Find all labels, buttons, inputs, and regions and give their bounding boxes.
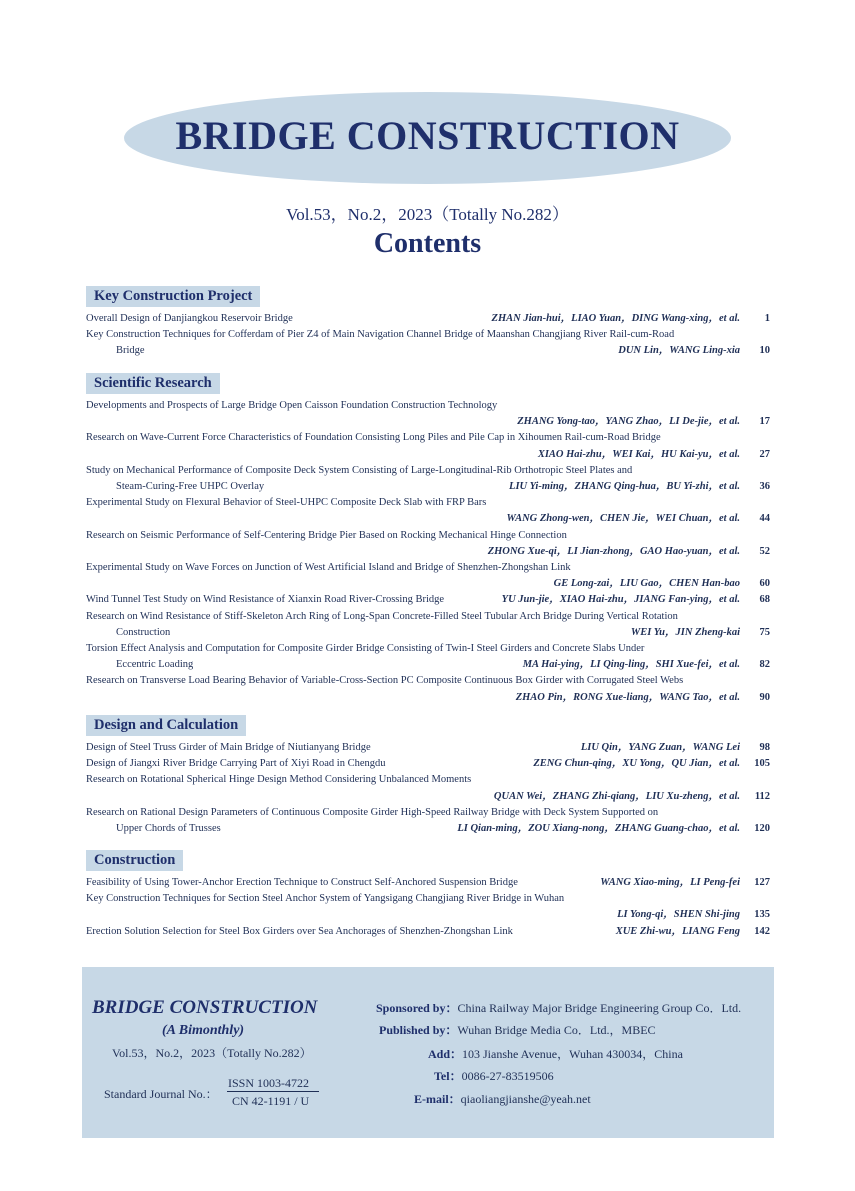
article-title: Research on Wind Resistance of Stiff-Skeleton Arch Ring of Long-Span Concrete-Filled Steel Tubular Arch Bridge During Vertical Rotation bbox=[86, 610, 678, 622]
section-heading: Design and Calculation bbox=[86, 715, 246, 736]
section-heading: Construction bbox=[86, 850, 183, 871]
article-authors: XUE Zhi-wu，LIANG Feng bbox=[615, 925, 740, 937]
article-title: Overall Design of Danjiangkou Reservoir Bridge bbox=[86, 313, 293, 324]
page-number: 27 bbox=[759, 448, 770, 460]
page-number: 1 bbox=[764, 313, 770, 324]
article-authors: MA Hai-ying，LI Qing-ling，SHI Xue-fei，et al. bbox=[522, 659, 740, 671]
journal-info-footer bbox=[82, 967, 774, 1138]
article-authors: ZHAO Pin，RONG Xue-liang，WANG Tao，et al. bbox=[515, 691, 740, 703]
toc-entry[interactable] bbox=[86, 740, 770, 756]
telephone-label: Tel： bbox=[434, 1069, 462, 1083]
article-authors: LIU Qin，YANG Zuan，WANG Lei bbox=[580, 742, 740, 753]
article-authors: LI Yong-qi，SHEN Shi-jing bbox=[617, 909, 740, 921]
article-title: Erection Solution Selection for Steel Box Girders over Sea Anchorages of Shenzhen-Zhongshan Link bbox=[86, 925, 513, 937]
article-title: Torsion Effect Analysis and Computation for Composite Girder Bridge Consisting of Twin-I Steel Girders and Concrete Slabs Under bbox=[86, 643, 645, 655]
page-number: 127 bbox=[754, 877, 770, 888]
section-heading: Key Construction Project bbox=[86, 286, 260, 307]
issn-number: ISSN 1003-4722 bbox=[228, 1076, 310, 1090]
toc-entry[interactable] bbox=[86, 528, 770, 560]
article-authors: YU Jun-jie，XIAO Hai-zhu，JIANG Fan-ying，et al. bbox=[501, 594, 740, 606]
toc-entry[interactable] bbox=[86, 609, 770, 641]
article-title-continued: Bridge bbox=[116, 345, 145, 357]
sponsored-label: Sponsored by： bbox=[376, 1001, 458, 1015]
toc-entry[interactable] bbox=[86, 924, 770, 940]
article-title-continued: Eccentric Loading bbox=[116, 659, 194, 671]
article-title: Design of Jiangxi River Bridge Carrying Part of Xiyi Road in Chengdu bbox=[86, 758, 386, 770]
article-authors: ZHANG Yong-tao，YANG Zhao，LI De-jie，et al. bbox=[517, 416, 740, 428]
article-authors: WANG Xiao-ming，LI Peng-fei bbox=[600, 877, 740, 888]
issue-info: Vol.53，No.2，2023（Totally No.282） bbox=[286, 205, 569, 224]
address bbox=[428, 1045, 683, 1062]
page-number: 36 bbox=[759, 481, 770, 493]
article-title-continued: Upper Chords of Trusses bbox=[116, 823, 221, 835]
toc-entry[interactable] bbox=[86, 463, 770, 495]
contents-heading: Contents bbox=[373, 228, 482, 259]
article-title: Key Construction Techniques for Section Steel Anchor System of Yangsigang Changjiang River Bridge in Wuhan bbox=[86, 893, 565, 905]
article-authors: LIU Yi-ming，ZHANG Qing-hua，BU Yi-zhi，et al. bbox=[509, 481, 740, 493]
footer-frequency: (A Bimonthly) bbox=[162, 1023, 245, 1038]
article-authors: WEI Yu，JIN Zheng-kai bbox=[630, 626, 740, 638]
article-title: Research on Wave-Current Force Characteristics of Foundation Consisting Long Piles and Pile Cap in Xihoumen Rail-cum-Road Bridge bbox=[86, 432, 661, 444]
section-key-construction-project bbox=[86, 286, 770, 360]
sponsored-by bbox=[376, 999, 741, 1016]
email-value[interactable]: qiaoliangjianshe@yeah.net bbox=[460, 1092, 591, 1106]
page-number: 120 bbox=[754, 823, 770, 835]
telephone bbox=[434, 1067, 554, 1084]
toc-entry[interactable] bbox=[86, 560, 770, 592]
article-title: Study on Mechanical Performance of Composite Deck System Consisting of Large-Longitudinal-Rib Orthotropic Steel Plates and bbox=[86, 464, 633, 476]
page-number: 112 bbox=[754, 790, 770, 802]
article-title-continued: Construction bbox=[116, 626, 171, 638]
page-number: 44 bbox=[759, 513, 770, 525]
toc-entry[interactable] bbox=[86, 673, 770, 705]
toc-entry[interactable] bbox=[86, 891, 770, 923]
article-authors: ZENG Chun-qing，XU Yong，QU Jian，et al. bbox=[533, 758, 740, 770]
section-design-and-calculation bbox=[86, 715, 770, 837]
page-number: 82 bbox=[759, 659, 770, 671]
footer-journal-title: BRIDGE CONSTRUCTION bbox=[92, 997, 318, 1018]
address-value: 103 Jianshe Avenue，Wuhan 430034，China bbox=[462, 1047, 683, 1061]
article-title: Research on Rational Design Parameters of Continuous Composite Girder High-Speed Railway Bridge with Deck System Supported on bbox=[86, 806, 659, 818]
toc-entry[interactable] bbox=[86, 805, 770, 837]
article-authors: ZHAN Jian-hui，LIAO Yuan，DING Wang-xing，et al. bbox=[491, 313, 740, 324]
email[interactable] bbox=[414, 1090, 591, 1107]
toc-entry[interactable] bbox=[86, 495, 770, 527]
page-number: 17 bbox=[759, 416, 770, 428]
article-title: Wind Tunnel Test Study on Wind Resistance of Xianxin Road River-Crossing Bridge bbox=[86, 594, 445, 606]
page-number: 75 bbox=[759, 626, 770, 638]
page-number: 90 bbox=[759, 691, 770, 703]
article-authors: XIAO Hai-zhu，WEI Kai，HU Kai-yu，et al. bbox=[537, 448, 740, 460]
toc-entry[interactable] bbox=[86, 398, 770, 430]
article-authors: ZHONG Xue-qi，LI Jian-zhong，GAO Hao-yuan，et al. bbox=[487, 545, 740, 557]
section-heading: Scientific Research bbox=[86, 373, 220, 394]
section-scientific-research bbox=[86, 373, 770, 706]
toc-entry[interactable] bbox=[86, 592, 770, 608]
fraction-divider bbox=[227, 1091, 319, 1092]
section-construction bbox=[86, 850, 770, 940]
page-number: 10 bbox=[759, 345, 770, 357]
journal-title: BRIDGE CONSTRUCTION bbox=[175, 113, 680, 158]
article-authors: LI Qian-ming，ZOU Xiang-nong，ZHANG Guang-chao，et al. bbox=[457, 823, 740, 835]
page-number: 68 bbox=[759, 594, 770, 606]
toc-entry[interactable] bbox=[86, 641, 770, 673]
published-by bbox=[379, 1021, 656, 1038]
page-number: 142 bbox=[754, 925, 770, 937]
toc-entry[interactable] bbox=[86, 327, 770, 359]
article-title-continued: Steam-Curing-Free UHPC Overlay bbox=[116, 481, 265, 493]
cn-number: CN 42-1191 / U bbox=[232, 1094, 310, 1108]
article-title: Experimental Study on Wave Forces on Junction of West Artificial Island and Bridge of Shenzhen-Zhongshan Link bbox=[86, 562, 571, 574]
article-title: Research on Seismic Performance of Self-Centering Bridge Pier Based on Rocking Mechanical Hinge Connection bbox=[86, 529, 567, 541]
sponsored-value: China Railway Major Bridge Engineering Group Co．Ltd. bbox=[457, 1001, 742, 1015]
page-number: 98 bbox=[759, 742, 770, 753]
article-authors: QUAN Wei，ZHANG Zhi-qiang，LIU Xu-zheng，et al. bbox=[493, 790, 740, 802]
article-title: Key Construction Techniques for Cofferdam of Pier Z4 of Main Navigation Channel Bridge of Maanshan Changjiang River Rail-cum-Road bbox=[86, 329, 675, 341]
footer-issue: Vol.53，No.2，2023（Totally No.282） bbox=[112, 1046, 312, 1060]
article-authors: DUN Lin，WANG Ling-xia bbox=[618, 345, 740, 357]
standard-journal-label: Standard Journal No.： bbox=[104, 1087, 218, 1101]
telephone-value: 0086-27-83519506 bbox=[461, 1069, 554, 1083]
published-label: Published by： bbox=[379, 1023, 458, 1037]
article-authors: WANG Zhong-wen，CHEN Jie，WEI Chuan，et al. bbox=[506, 513, 740, 525]
published-value: Wuhan Bridge Media Co．Ltd.，MBEC bbox=[457, 1023, 656, 1037]
toc-entry[interactable] bbox=[86, 772, 770, 804]
article-title: Developments and Prospects of Large Bridge Open Caisson Foundation Construction Technology bbox=[86, 400, 498, 411]
article-title: Research on Transverse Load Bearing Behavior of Variable-Cross-Section PC Composite Continuous Box Girder with Corrugated Steel Webs bbox=[86, 675, 684, 687]
toc-entry[interactable] bbox=[86, 430, 770, 462]
page-number: 60 bbox=[759, 578, 770, 590]
page-number: 105 bbox=[754, 758, 770, 770]
article-title: Design of Steel Truss Girder of Main Bridge of Niutianyang Bridge bbox=[86, 742, 371, 753]
toc-entry[interactable] bbox=[86, 311, 770, 327]
email-label: E-mail： bbox=[414, 1092, 461, 1106]
article-title: Feasibility of Using Tower-Anchor Erection Technique to Construct Self-Anchored Suspension Bridge bbox=[86, 877, 518, 888]
article-title: Research on Rotational Spherical Hinge Design Method Considering Unbalanced Moments bbox=[86, 774, 472, 786]
page-number: 135 bbox=[754, 909, 770, 921]
article-authors: GE Long-zai，LIU Gao，CHEN Han-bao bbox=[553, 578, 740, 590]
page-number: 52 bbox=[759, 545, 770, 557]
toc-entry[interactable] bbox=[86, 875, 770, 891]
address-label: Add： bbox=[428, 1047, 463, 1061]
article-title: Experimental Study on Flexural Behavior of Steel-UHPC Composite Deck Slab with FRP Bars bbox=[86, 497, 487, 509]
toc-entry[interactable] bbox=[86, 756, 770, 772]
